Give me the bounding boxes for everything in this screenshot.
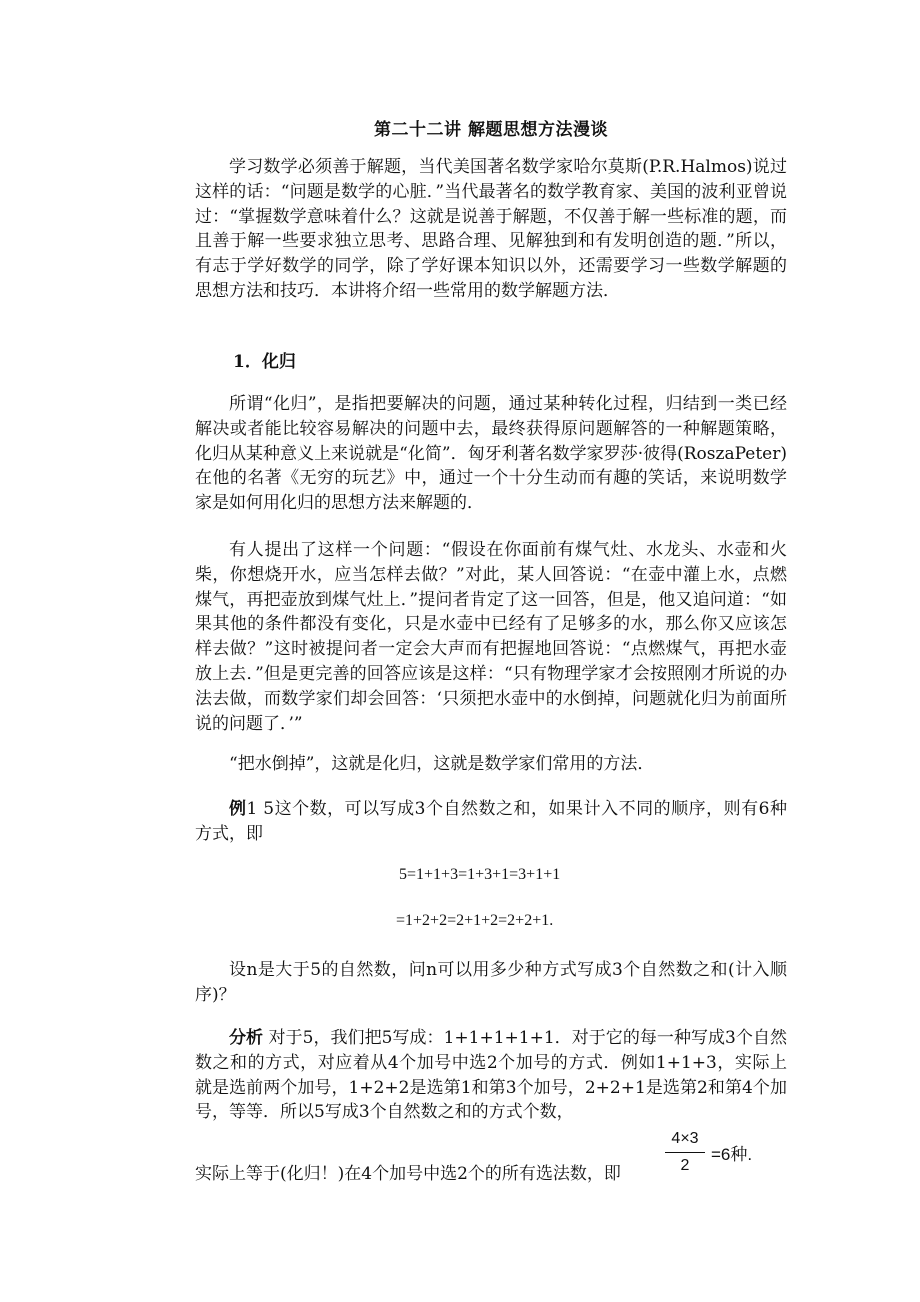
final-line: 实际上等于(化归！)在4个加号中选2个的所有选法数，即 bbox=[195, 1164, 621, 1184]
intro-paragraph: 学习数学必须善于解题，当代美国著名数学家哈尔莫斯(P.R.Halmos)说过这样的话：“问题是数学的心脏．”当代最著名的数学教育家、美国的波利亚曾说过：“掌握数学意味着什么？这就是说善于解题，不仅善于解一些标准的题，而且善于解一些要求独立思考、思路合理、见解独到和有发明创造的题．”所以，有志于学好数学的同学，除了学好课本知识以外，还需要学习一些数学解题的思想方法和技巧．本讲将介绍一些常用的数学解题方法． bbox=[195, 157, 787, 301]
analysis-paragraph bbox=[195, 1026, 787, 1125]
fraction-denominator: 2 bbox=[680, 1157, 690, 1174]
fraction-formula bbox=[665, 1128, 785, 1188]
page-title: 第二十二讲 解题思想方法漫谈 bbox=[374, 120, 608, 140]
example-label: 例 bbox=[229, 799, 247, 819]
conclusion-paragraph: “把水倒掉”，这就是化归，这就是数学家们常用的方法． bbox=[229, 754, 655, 774]
equation-line-1: 5=1+1+3=1+3+1=3+1+1 bbox=[399, 866, 561, 883]
fraction-result: =6种. bbox=[711, 1145, 753, 1164]
analysis-label: 分析 bbox=[229, 1028, 264, 1048]
analysis-text: 对于5，我们把5写成：1+1+1+1+1．对于它的每一种写成3个自然数之和的方式，对应着从4个加号中选2个加号的方式．例如1+1+3，实际上就是选前两个加号，1+2+2是选第1和第3个加号，2+2+1是选第2和第4个加号，等等．所以5写成3个自然数之和的方式个数， bbox=[195, 1028, 787, 1123]
fraction bbox=[665, 1128, 705, 1177]
kettle-story-paragraph: 有人提出了这样一个问题：“假设在你面前有煤气灶、水龙头、水壶和火柴，你想烧开水，应当怎样去做？”对此，某人回答说：“在壶中灌上水，点燃煤气，再把壶放到煤气灶上．”提问者肯定了这一回答，但是，他又追问道：“如果其他的条件都没有变化，只是水壶中已经有了足够多的水，那么你又应该怎样去做？”这时被提问者一定会大声而有把握地回答说：“点燃煤气，再把水壶放上去．”但是更完善的回答应该是这样：“只有物理学家才会按照刚才所说的办法去做，而数学家们却会回答：‘只须把水壶中的水倒掉，问题就化归为前面所说的问题了．’” bbox=[195, 540, 787, 734]
section-heading-reduction: 1．化归 bbox=[233, 352, 296, 372]
fraction-numerator: 4×3 bbox=[671, 1130, 699, 1147]
equation-line-2: =1+2+2=2+1+2=2+2+1. bbox=[396, 912, 554, 929]
reduction-definition-paragraph: 所谓“化归”，是指把要解决的问题，通过某种转化过程，归结到一类已经解决或者能比较容易解决的问题中去，最终获得原问题解答的一种解题策略，化归从某种意义上来说就是“化简”．匈牙利著名数学家罗莎·彼得(RoszaPeter)在他的名著《无穷的玩艺》中，通过一个十分生动而有趣的笑话，来说明数学家是如何用化归的思想方法来解题的． bbox=[195, 394, 787, 514]
example-1-paragraph bbox=[195, 797, 787, 847]
fraction-bar bbox=[665, 1152, 705, 1153]
question-paragraph: 设n是大于5的自然数，问n可以用多少种方式写成3个自然数之和(计入顺序)？ bbox=[195, 960, 787, 1005]
example-text: 1 5这个数，可以写成3个自然数之和，如果计入不同的顺序，则有6种方式，即 bbox=[195, 799, 787, 844]
